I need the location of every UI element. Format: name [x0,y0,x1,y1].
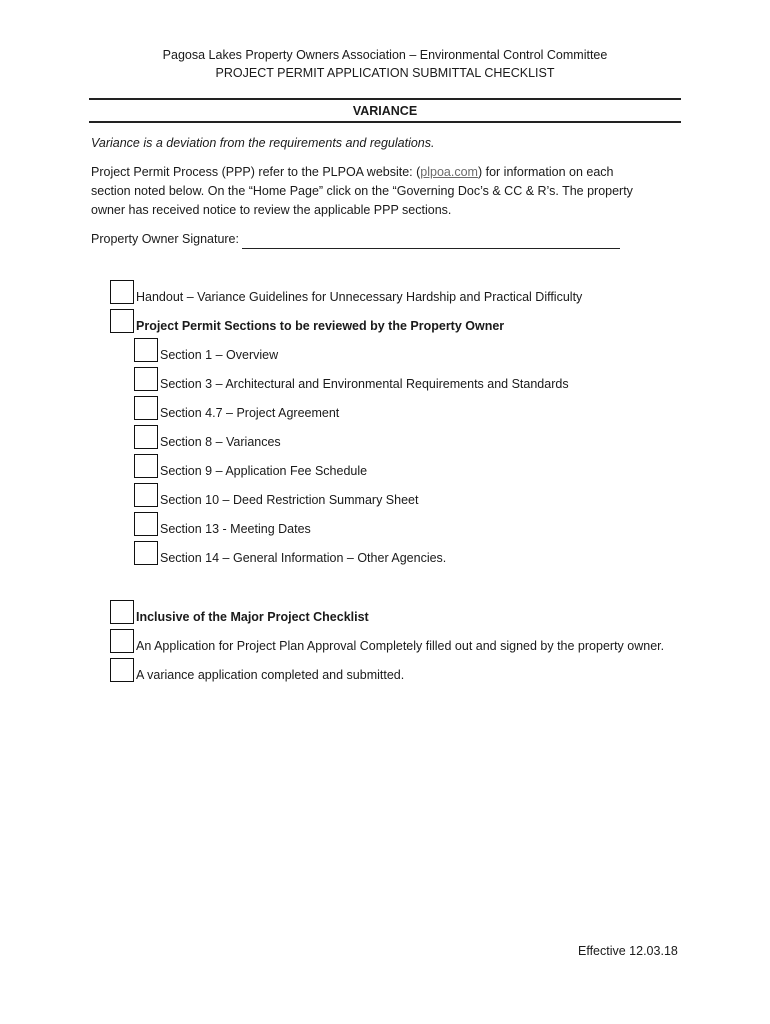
association-title: Pagosa Lakes Property Owners Association – Environmental Control Committee [162,48,608,62]
section-3-checkbox[interactable] [134,367,158,391]
intro-line-2: section noted below. On the “Home Page” click on the “Governing Doc’s & CC & R’s. The property [91,184,633,198]
handout-checkbox[interactable] [110,280,134,304]
signature-line[interactable] [242,236,620,249]
variance-application-label: A variance application completed and submitted. [136,668,405,682]
section-13-checkbox[interactable] [134,512,158,536]
signature-row [91,230,620,249]
section-1-checkbox[interactable] [134,338,158,362]
section-8-checkbox[interactable] [134,425,158,449]
application-checkbox[interactable] [110,629,134,653]
intro-text-before-link: Project Permit Process (PPP) refer to the PLPOA website: ( [91,165,421,179]
variance-definition: Variance is a deviation from the requirements and regulations. [91,136,435,150]
effective-date: Effective 12.03.18 [578,944,678,958]
section-1-label: Section 1 – Overview [160,348,279,362]
variance-application-checkbox[interactable] [110,658,134,682]
section-10-checkbox[interactable] [134,483,158,507]
top-divider [89,98,681,100]
section-8-label: Section 8 – Variances [160,435,281,449]
section-3-label: Section 3 – Architectural and Environmental Requirements and Standards [160,377,569,391]
section-14-checkbox[interactable] [134,541,158,565]
section-4-7-label: Section 4.7 – Project Agreement [160,406,340,420]
sections-heading: Project Permit Sections to be reviewed by the Property Owner [136,319,505,333]
section-9-checkbox[interactable] [134,454,158,478]
section-10-label: Section 10 – Deed Restriction Summary Sheet [160,493,419,507]
checklist-title: PROJECT PERMIT APPLICATION SUBMITTAL CHECKLIST [215,66,555,80]
plpoa-link[interactable]: plpoa.com [420,165,478,179]
application-label: An Application for Project Plan Approval Completely filled out and signed by the property owner. [136,639,665,653]
intro-line-1 [91,163,613,182]
handout-label: Handout – Variance Guidelines for Unnecessary Hardship and Practical Difficulty [136,290,583,304]
intro-line-3: owner has received notice to review the applicable PPP sections. [91,203,452,217]
inclusive-heading: Inclusive of the Major Project Checklist [136,610,369,624]
inclusive-checkbox[interactable] [110,600,134,624]
section-14-label: Section 14 – General Information – Other Agencies. [160,551,447,565]
sections-checkbox[interactable] [110,309,134,333]
section-13-label: Section 13 - Meeting Dates [160,522,311,536]
signature-label: Property Owner Signature: [91,232,239,246]
section-title: VARIANCE [352,104,418,118]
section-9-label: Section 9 – Application Fee Schedule [160,464,368,478]
intro-text-after-link: ) for information on each [477,165,614,179]
bottom-divider [89,121,681,123]
section-4-7-checkbox[interactable] [134,396,158,420]
